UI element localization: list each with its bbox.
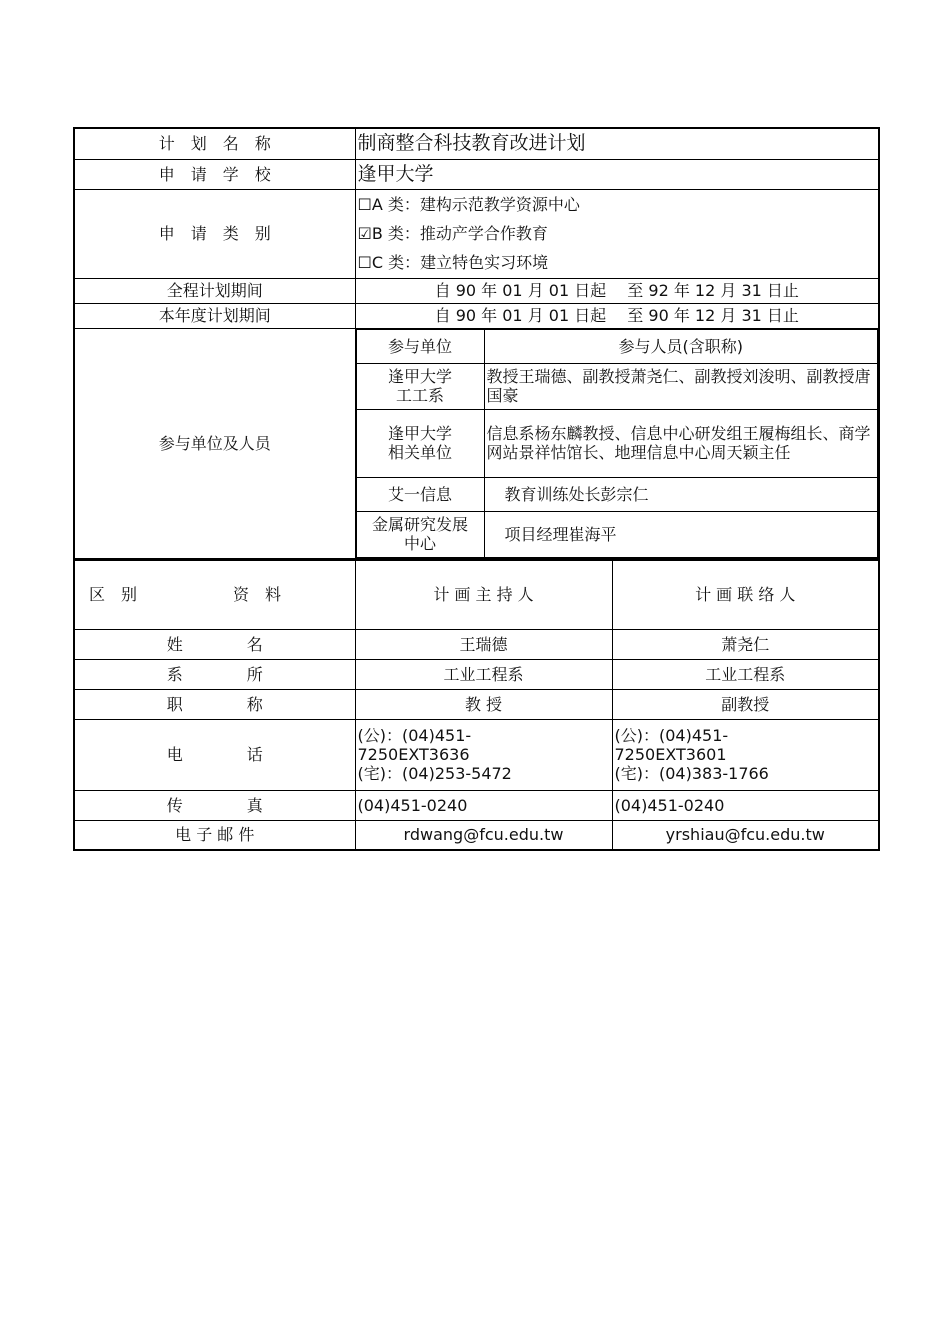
unit-cell: 逢甲大学 工工系 (356, 363, 484, 409)
plan-name-label: 计 划 名 称 (74, 128, 355, 159)
contact-header-left: 区 别 资 料 (74, 560, 355, 629)
school-label: 申 请 学 校 (74, 159, 355, 189)
people-cell: 教育训练处长彭宗仁 (484, 477, 878, 511)
category-options (355, 189, 879, 278)
title-label: 职 称 (74, 689, 355, 719)
category-option-b[interactable]: ☑B 类：推动产学合作教育 (357, 224, 548, 243)
participants-table (356, 329, 879, 558)
fax-label: 传 真 (74, 790, 355, 820)
school-value: 逢甲大学 (355, 159, 879, 189)
host-title: 教 授 (355, 689, 612, 719)
people-header: 参与人员(含职称) (484, 329, 878, 363)
host-email[interactable]: rdwang@fcu.edu.tw (355, 820, 612, 850)
contact-phone (612, 719, 879, 790)
checkbox-empty-icon[interactable]: ☐ (357, 253, 372, 272)
unit-cell: 金属研究发展 中心 (356, 511, 484, 557)
host-department: 工业工程系 (355, 659, 612, 689)
host-phone (355, 719, 612, 790)
contact-phone-home: (宅)：(04)383-1766 (614, 764, 769, 783)
contact-phone-office: (公)：(04)451-7250EXT3601 (614, 726, 729, 764)
host-fax: (04)451-0240 (355, 790, 612, 820)
name-label: 姓 名 (74, 629, 355, 659)
category-option-c[interactable]: ☐C 类：建立特色实习环境 (357, 253, 549, 272)
unit-header: 参与单位 (356, 329, 484, 363)
people-cell: 项目经理崔海平 (484, 511, 878, 557)
people-cell: 教授王瑞德、副教授萧尧仁、副教授刘浚明、副教授唐国豪 (484, 363, 878, 409)
department-label: 系 所 (74, 659, 355, 689)
contact-name: 萧尧仁 (612, 629, 879, 659)
contact-table (73, 560, 880, 852)
phone-label: 电 话 (74, 719, 355, 790)
unit-cell: 逢甲大学 相关单位 (356, 409, 484, 477)
category-label: 申 请 类 别 (74, 189, 355, 278)
people-cell: 信息系杨东麟教授、信息中心研发组王履梅组长、商学网站景祥怙馆长、地理信息中心周天颖主任 (484, 409, 878, 477)
full-period-value: 自 90 年 01 月 01 日起 至 92 年 12 月 31 日止 (355, 278, 879, 303)
host-header: 计 画 主 持 人 (355, 560, 612, 629)
participants-label: 参与单位及人员 (74, 328, 355, 559)
contact-department: 工业工程系 (612, 659, 879, 689)
category-option-a[interactable]: ☐A 类：建构示范教学资源中心 (357, 195, 580, 214)
checkbox-empty-icon[interactable]: ☐ (357, 195, 372, 214)
unit-cell: 艾一信息 (356, 477, 484, 511)
plan-table (73, 127, 880, 560)
email-label: 电 子 邮 件 (74, 820, 355, 850)
host-phone-office: (公)：(04)451-7250EXT3636 (357, 726, 472, 764)
year-period-value: 自 90 年 01 月 01 日起 至 90 年 12 月 31 日止 (355, 303, 879, 328)
full-period-label: 全程计划期间 (74, 278, 355, 303)
contact-fax: (04)451-0240 (612, 790, 879, 820)
year-period-label: 本年度计划期间 (74, 303, 355, 328)
contact-email[interactable]: yrshiau@fcu.edu.tw (612, 820, 879, 850)
checkbox-checked-icon[interactable]: ☑ (357, 224, 372, 243)
application-form (73, 127, 878, 851)
contact-title: 副教授 (612, 689, 879, 719)
contact-header: 计 画 联 络 人 (612, 560, 879, 629)
plan-name-value: 制商整合科技教育改进计划 (355, 128, 879, 159)
host-phone-home: (宅)：(04)253-5472 (357, 764, 512, 783)
host-name: 王瑞德 (355, 629, 612, 659)
